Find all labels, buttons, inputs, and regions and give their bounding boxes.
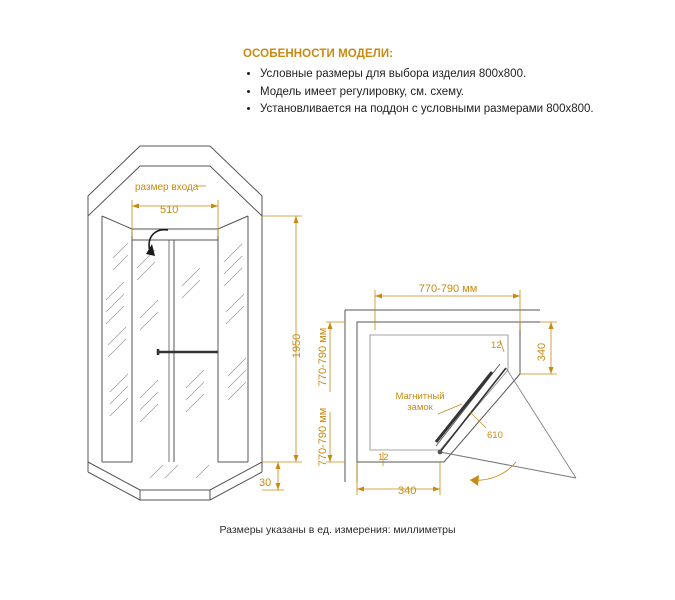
front-entrance-width: 510	[160, 204, 179, 216]
magnetic-lock-label-line2: замок	[407, 402, 433, 413]
top-side-right-dim: 340	[536, 342, 548, 362]
front-view-drawing	[88, 146, 262, 500]
units-caption: Размеры указаны в ед. измерения: миллиметры	[219, 524, 456, 536]
top-side-bottom-dim: 340	[398, 485, 417, 497]
top-width-dim: 770-790 мм	[418, 283, 478, 295]
list-item: • Модель имеет регулировку, см. схему.	[260, 84, 643, 101]
magnetic-lock-label-line1: Магнитный	[395, 391, 445, 402]
front-base-height: 30	[259, 477, 272, 489]
top-gap-bottom-dim: 12	[378, 452, 389, 463]
list-item: • Условные размеры для выбора изделия 800х800.	[260, 66, 643, 83]
top-gap-top-dim: 12	[491, 340, 502, 351]
top-height-dim-2: 770-790 мм	[317, 407, 329, 467]
list-item: • Установливается на поддон с условными размерами 800х800.	[260, 101, 643, 118]
top-door-leaf-dim: 610	[487, 430, 503, 441]
front-height-dim: 1950	[291, 333, 303, 359]
features-title: ОСОБЕННОСТИ МОДЕЛИ:	[243, 48, 394, 60]
front-entrance-label: размер входа	[135, 182, 199, 193]
top-height-dim-1: 770-790 мм	[317, 327, 329, 387]
